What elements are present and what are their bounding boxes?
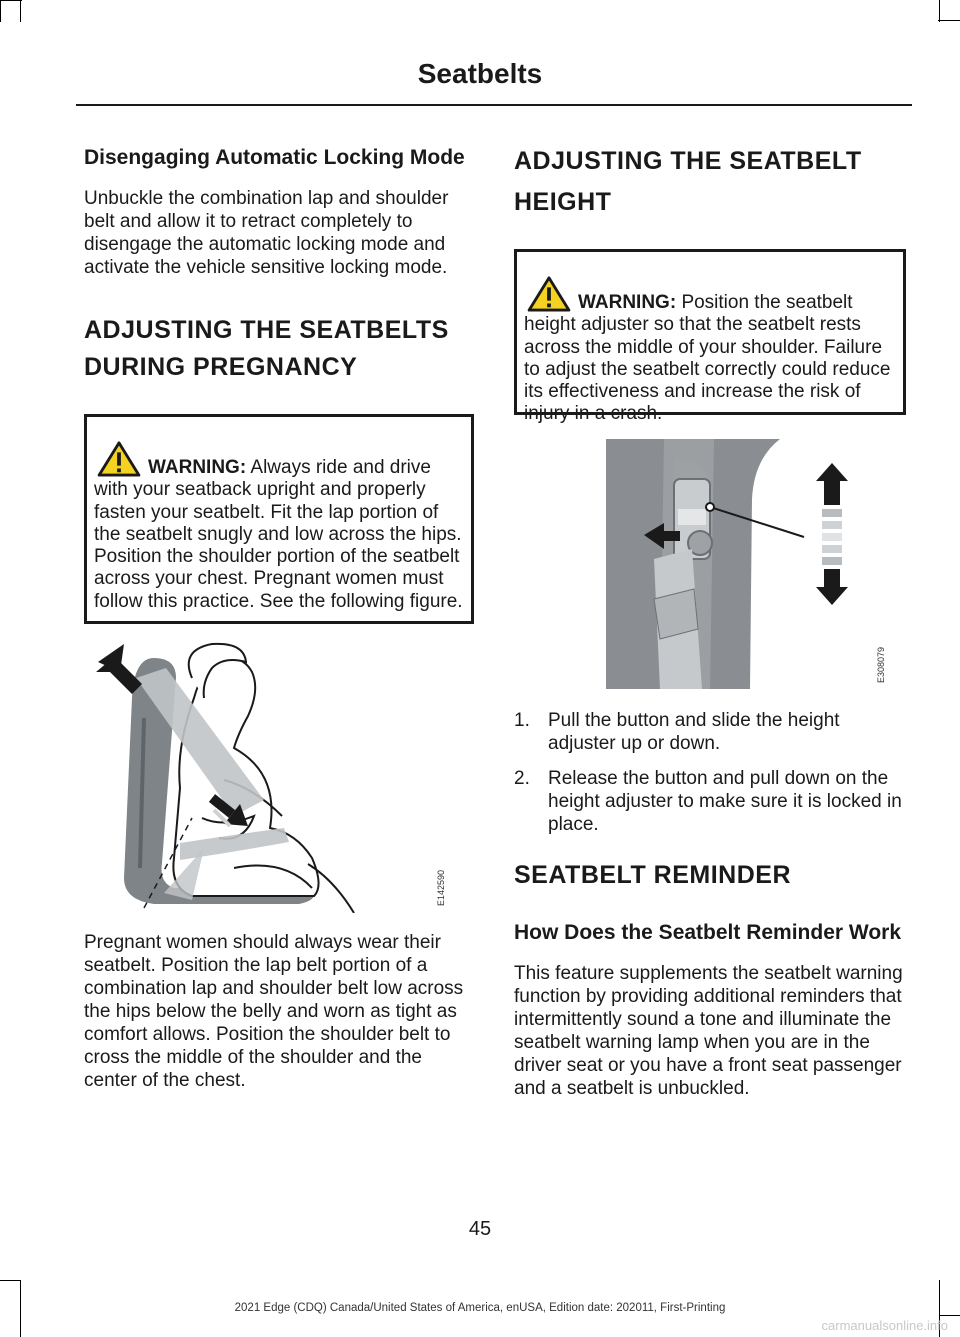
crop-mark (0, 0, 1, 22)
watermark-link[interactable]: carmanualsonline.info (821, 1318, 948, 1333)
height-adjuster-figure (514, 439, 906, 689)
crop-mark (20, 0, 21, 22)
list-item-text: Pull the button and slide the height adjuster up or down. (548, 710, 840, 754)
warning-text: Position the seatbelt height adjuster so that the seatbelt rests across the middle of your shoulder. Failure to adjust the seatbelt correctly could reduce its effectiveness and increase the risk of injury in a crash. (524, 292, 891, 425)
section-heading-pregnancy-2: DURING PREGNANCY (84, 353, 358, 381)
figure-code: E142590 (436, 869, 446, 906)
list-item (514, 767, 906, 836)
page-number: 45 (468, 1218, 492, 1240)
crop-mark (0, 1280, 20, 1281)
section-body-disengaging: Unbuckle the combination lap and shoulder belt and allow it to retract completely to disengage the automatic locking mode and activate the vehicle sensitive locking mode. (84, 188, 449, 278)
instruction-list (514, 709, 906, 836)
list-item (514, 709, 906, 755)
warning-text: Always ride and drive with your seatback upright and properly fasten your seatbelt. Fit the lap portion of the seatbelt snugly and low across the hips. Position the shoulder portion of the seatbelt across your chest. Pregnant women must follow this practice. See the following figure. (94, 457, 463, 612)
section-heading-disengaging: Disengaging Automatic Locking Mode (84, 146, 465, 169)
section-heading-height-1: ADJUSTING THE SEATBELT (514, 147, 862, 175)
list-item-number: 2. (514, 768, 530, 789)
section-body-reminder: This feature supplements the seatbelt warning function by providing additional reminders that intermittently sound a tone and illuminate the seatbelt warning lamp when you are in the driver seat or you have a front seat passenger and a seatbelt is unbuckled. (514, 963, 903, 1099)
warning-icon (96, 441, 142, 477)
warning-box-pregnancy (84, 414, 474, 624)
section-heading-pregnancy-1: ADJUSTING THE SEATBELTS (84, 316, 449, 344)
crop-mark (938, 20, 960, 21)
list-item-text: Release the button and pull down on the height adjuster to make sure it is locked in place. (548, 768, 902, 835)
left-column (84, 146, 474, 1092)
header-divider (76, 104, 912, 106)
warning-box-height (514, 249, 906, 425)
crop-mark (0, 0, 22, 1)
section-heading-reminder: SEATBELT REMINDER (514, 861, 792, 889)
crop-mark (940, 1315, 960, 1316)
figure-code: E308079 (876, 646, 886, 683)
pregnancy-seatbelt-figure (84, 638, 474, 913)
list-item-number: 1. (514, 710, 530, 731)
section-heading-height-2: HEIGHT (514, 188, 612, 216)
warning-label: WARNING: (578, 292, 677, 313)
section-subheading-reminder: How Does the Seatbelt Reminder Work (514, 921, 902, 944)
footer-edition: 2021 Edge (CDQ) Canada/United States of America, enUSA, Edition date: 202011, First-Printing (234, 1302, 726, 1314)
section-body-pregnancy: Pregnant women should always wear their seatbelt. Position the lap belt portion of a combination lap and shoulder belt low across the hips below the belly and worn as tight as comfort allows. Position the shoulder belt to cross the middle of the shoulder and the center of the chest. (84, 932, 464, 1091)
right-column (514, 146, 906, 1100)
warning-icon (526, 276, 572, 312)
warning-label: WARNING: (148, 457, 247, 478)
crop-mark (939, 0, 940, 22)
page-title: Seatbelts (417, 58, 543, 89)
